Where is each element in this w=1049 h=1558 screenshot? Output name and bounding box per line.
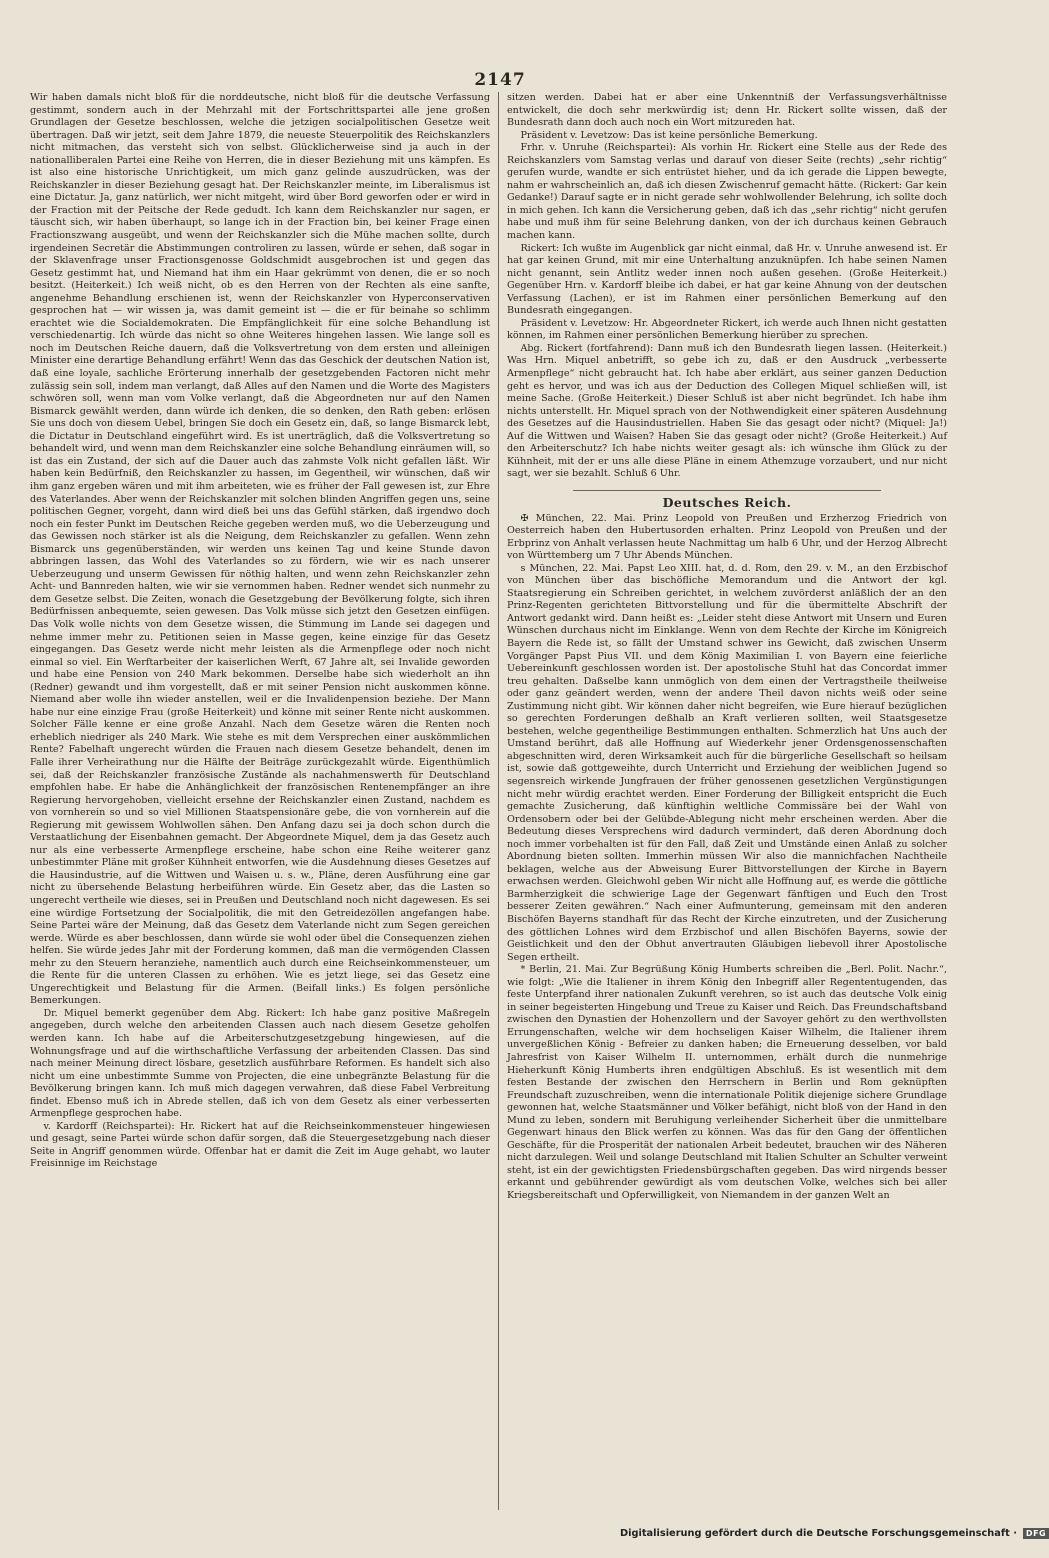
section-title: Deutsches Reich.	[662, 494, 792, 510]
dfg-logo: DFG	[1023, 1528, 1049, 1539]
page-number: 2147	[474, 70, 526, 90]
section-rule	[573, 490, 881, 491]
right-column	[507, 92, 947, 1510]
right-paragraph-2: Präsident v. Levetzow: Das ist keine persönliche Bemerkung.	[520, 129, 818, 141]
right-paragraph-5: Präsident v. Levetzow: Hr. Abgeordneter Rickert, ich werde auch Ihnen nicht gestatten können, im Rahmen einer persönlichen Bemerkung hierüber zu sprechen.	[507, 317, 947, 342]
right-paragraph-4: Rickert: Ich wußte im Augenblick gar nicht einmal, daß Hr. v. Unruhe anwesend ist. Er hat gar keinen Grund, mit mir eine Unterhaltung anzuknüpfen. Ich habe seinen Namen nicht genannt, sein Antlitz weder innen noch außen gesehen. (Große Heiterkeit.) Gegenüber Hrn. v. Kardorff bleibe ich dabei, er hat gar keine Ahnung von der deutschen Verfassung (Lachen), er ist im Rahmen einer persönlichen Bemerkung auf den Bundesrath eingegangen.	[507, 242, 947, 317]
left-paragraph-kardorff: v. Kardorff (Reichspartei): Hr. Rickert hat auf die Reichseinkommensteuer hingewiesen und gesagt, seine Partei würde schon dafür sorgen, daß die Steuergesetzgebung nach dieser Seite in Angriff genommen würde. Offenbar hat er damit die Zeit im Auge gehabt, wo lauter Freisinnige im Reichstage	[30, 1120, 490, 1170]
news-muenchen-1: ✠ München, 22. Mai. Prinz Leopold von Preußen und Erzherzog Friedrich von Oesterreich haben den Hubertusorden erhalten. Prinz Leopold von Preußen und der Erbprinz von Anhalt verlassen heute Nachmittag um halb 6 Uhr, und der Herzog Albrecht von Württemberg um 7 Uhr Abends München.	[507, 512, 947, 562]
news-muenchen-2: s München, 22. Mai. Papst Leo XIII. hat, d. d. Rom, den 29. v. M., an den Erzbischof von München über das bischöfliche Memorandum und die Antwort der kgl. Staatsregierung ein Schreiben gerichtet, in welchem zuvörderst anläßlich der an den Prinz-Regenten gerichteten Bittvorstellung und für die übermittelte Abschrift der Antwort gedankt wird. Dann heißt es: „Leider steht diese Antwort mit Unsern und Euren Wünschen durchaus nicht im Einklange. Wenn von dem Rechte der Kirche im Königreich Bayern die Rede ist, so fällt der Umstand schwer ins Gewicht, daß zwischen Unserm Vorgänger Papst Pius VII. und dem König Maximilian I. von Bayern eine feierliche Uebereinkunft geschlossen worden ist. Der apostolische Stuhl hat das Concordat immer treu gehalten. Daßselbe kann unmöglich von dem einen der Vertragstheile theilweise oder ganz geändert werden, wenn der andere Theil davon nichts weiß oder seine Zustimmung nicht gibt. Wir können daher nicht begreifen, wie Eure hierauf bezüglichen so gerechten Forderungen deßhalb an Kraft verlieren sollten, weil Staatsgesetze bestehen, welche gegentheilige Bestimmungen enthalten. Schmerzlich hat Uns auch der Umstand berührt, daß alle Hoffnung auf Wiederkehr jener Ordensgenossenschaften abgeschnitten wird, deren Wirksamkeit auch für die bürgerliche Gesellschaft so heilsam ist, sowie daß gottgeweihte, durch Unterricht und Erziehung der weiblichen Jugend so segensreich wirkende Jungfrauen der früher genossenen gesetzlichen Vergünstigungen nicht mehr würdig erachtet werden. Einer Forderung der Billigkeit entspricht die Euch gemachte Zusicherung, daß künftighin weltliche Commissäre bei der Wahl von Ordensobern oder bei der Gelübde-Ablegung nicht mehr erscheinen werden. Aber die Bedeutung dieses Versprechens wird dadurch vermindert, daß deren Abordnung doch noch immer vorbehalten ist für den Fall, daß Zeit und Umstände einen Anlaß zu solcher Abordnung bieten sollten. Immerhin müssen Wir also die mannichfachen Nachtheile beklagen, welche aus der Abweisung Eurer Bittvorstellungen der Kirche in Bayern erwachsen werden. Gleichwohl geben Wir nicht alle Hoffnung auf, es werde die göttliche Barmherzigkeit die schwierige Lage der Gegenwart fänftigen und Euch den Trost besserer Zeiten gewähren.“ Nach einer Aufmunterung, gemeinsam mit den anderen Bischöfen Bayerns standhaft für das Recht der Kirche einzutreten, und der Zusicherung des göttlichen Lohnes wird dem Erzbischof und allen Bischöfen Bayerns, sowie der Geistlichkeit und den der Obhut anvertrauten Gläubigen liebevoll ihrer Apostolische Segen ertheilt.	[507, 562, 947, 963]
right-paragraph-1: sitzen werden. Dabei hat er aber eine Unkenntniß der Verfassungsverhältnisse entwickelt, die doch sehr merkwürdig ist; denn Hr. Rickert sollte wissen, daß der Bundesrath dann doch auch noch ein Wort mitzureden hat.	[507, 92, 947, 129]
footer-text: Digitalisierung gefördert durch die Deutsche Forschungsgemeinschaft ·	[620, 1528, 1017, 1539]
right-paragraph-3: Frhr. v. Unruhe (Reichspartei): Als vorhin Hr. Rickert eine Stelle aus der Rede des Reichskanzlers vom Samstag verlas und darauf von dieser Seite (rechts) „sehr richtig“ gerufen wurde, wandte er sich entrüstet hieher, und da ich gerade die Lippen bewegte, nahm er wahrscheinlich an, daß ich diesen Zwischenruf gemacht hätte. (Rickert: Gar kein Gedanke!) Darauf sagte er in nicht gerade sehr wohlwollender Belehrung, ich sollte doch in mich gehen. Ich kann die Versicherung geben, daß ich das „sehr richtig“ nicht gerufen habe und muß ihm für seine Belehrung danken, von der ich durchaus keinen Gebrauch machen kann.	[507, 142, 947, 242]
column-divider	[498, 92, 499, 1510]
news-berlin: * Berlin, 21. Mai. Zur Begrüßung König Humberts schreiben die „Berl. Polit. Nachr.“, wie folgt: „Wie die Italiener in ihrem König den Inbegriff aller Regententugenden, das feste Unterpfand ihrer nationalen Zukunft verehren, so ist auch das deutsche Volk einig in seiner begeisterten Hingebung und Treue zu Kaiser und Reich. Das Freundschaftsband zwischen den Dynastien der Hohenzollern und der Savoyer gehört zu den werthvollsten Errungenschaften, welche wir dem hochseligen Kaiser Wilhelm, die Italiener ihrem unvergeßlichen König - Befreier zu danken haben; die Erneuerung desselben, vor bald Jahresfrist von Kaiser Wilhelm II. unternommen, erhält durch die nunmehrige Hieherkunft König Humberts ihren endgültigen Abschluß. Es ist wesentlich mit dem festen Bestande der zwischen den Herrschern in Berlin und Rom geknüpften Freundschaft zuzuschreiben, wenn die internationale Politik diejenige sichere Grundlage gewonnen hat, welche Staatsmänner und Völker befähigt, nicht bloß von der Hand in den Mund zu leben, sondern mit Beruhigung verleihender Sicherheit über die unmittelbare Gegenwart hinaus den Blick werfen zu können. Was das für den Gang der öffentlichen Geschäfte, für die Prosperität der nationalen Arbeit bedeutet, brauchen wir des Näheren nicht darzulegen. Weil und solange Deutschland mit Italien Schulter an Schulter verweint steht, ist ein der gewichtigsten Friedensbürgschaften gegeben. Das wird nirgends besser erkannt und gebührender gewürdigt als vom deutschen Volke, welches sich bei aller Kriegsbereitschaft und Opferwilligkeit, von Niemandem in der ganzen Welt an	[507, 964, 947, 1202]
left-paragraph-rickert-speech: Wir haben damals nicht bloß für die norddeutsche, nicht bloß für die deutsche Verfassung gestimmt, sondern auch in der Mehrzahl mit der Fortschrittspartei alle jene großen Grundlagen der Gesetze beschlossen, welche die jetzigen socialpolitischen Gesetze weit übertragen. Daß wir jetzt, seit dem Jahre 1879, die neueste Steuerpolitik des Reichskanzlers nicht mitmachen, das versteht sich von selbst. Glücklicherweise sind ja auch in der nationalliberalen Partei eine Reihe von Herren, die in dieser Beziehung mit uns kämpfen. Es ist also eine historische Unrichtigkeit, um mich ganz gelinde auszudrücken, was der Reichskanzler in dieser Beziehung gesagt hat. Der Reichskanzler meinte, im Liberalismus ist eine Dictatur. Ja, ganz natürlich, wer nicht mitgeht, wird über Bord geworfen oder er wird in der Fraction mit der Peitsche der Rede gedudt. Ich kann dem Reichskanzler nur sagen, er täuscht sich, wir haben überhaupt, so lange ich in der Fraction bin, bei keiner Frage einen Fractionszwang ausgeübt, und wenn der Reichskanzler sich die Mühe machen sollte, durch irgendeinen Secretär die Abstimmungen controliren zu lassen, würde er sehen, daß sogar in der Sklavenfrage unser Fractionsgenosse Goldschmidt ausgebrochen ist und gegen das Gesetz gestimmt hat, und Niemand hat ihm ein Haar gekrümmt von denen, die er so noch besitzt. (Heiterkeit.) Ich weiß nicht, ob es den Herren von der Rechten als eine sanfte, angenehme Behandlung erschienen ist, wenn der Reichskanzler von Hyperconservativen gesprochen hat — wir wissen ja, was damit gemeint ist — die er für beinahe so schlimm erachtet wie die Socialdemokraten. Die Empfänglichkeit für eine solche Behandlung ist verschiedenartig. Ich würde das nicht so ohne Weiteres hingehen lassen. Wie lange soll es noch im Deutschen Reiche dauern, daß die Volksvertretung von dem ersten und alleinigen Minister eine derartige Behandlung erfährt! Wenn das das Geschick der deutschen Nation ist, daß eine loyale, sachliche Erörterung innerhalb der gesetzgebenden Factoren nicht mehr zulässig sein soll, indem man verlangt, daß Alles auf den Namen und die Worte des Magisters schwören soll, wenn man vom Volke verlangt, daß die Abgeordneten nur auf den Namen Bismarck gewählt werden, dann würde ich denken, die so denken, den Rath geben: erlösen Sie uns doch von diesem Uebel, bringen Sie doch ein Gesetz ein, daß, so lange Bismarck lebt, die Dictatur in Deutschland eingeführt wird. Es ist unerträglich, daß die Volksvertretung so behandelt wird, und wenn man dem Reichskanzler eine solche Behandlung einräumen will, so ist das ein Zustand, der sich auf die Dauer auch das zahmste Volk nicht gefallen läßt. Wir haben kein Bedürfniß, den Reichskanzler zu hassen, im Gegentheil, wir wünschen, daß wir ihm ganz ergeben wären und mit ihm arbeiteten, wie es früher der Fall gewesen ist, zur Ehre des Vaterlandes. Aber wenn der Reichskanzler mit solchen blinden Angriffen gegen uns, seine politischen Gegner, vorgeht, dann wird dieß bei uns das Gefühl stärken, daß irgendwo doch noch ein fester Punkt im Deutschen Reiche gegeben werden muß, wo die Ueberzeugung und das Gewissen noch stärker ist als die Neigung, dem Reichskanzler zu gefallen. Wenn zehn Bismarck uns gegenüberständen, wir werden uns keinen Tag und keine Stunde davon abbringen lassen, das Wohl des Vaterlandes so zu fördern, wie wir es nach unserer Ueberzeugung und unserm Gewissen für nöthig halten, und wenn zehn Reichskanzler zehn Acht- und Bannreden halten, wie wir sie vernommen haben. Redner wendet sich nunmehr zu dem Gesetze selbst. Die Zeiten, wonach die Gesetzgebung der Bevölkerung folgte, sich ihren Bedürfnissen anbequemte, seien gewesen. Das Volk müsse sich jetzt den Gesetzen einfügen. Das Volk wolle nichts von dem Gesetze wissen, die Stimmung im Lande sei dagegen und nehme immer mehr zu. Petitionen seien in Masse gegen, keine einzige für das Gesetz eingegangen. Das Gesetz werde nicht mehr leisten als die Armenpflege oder noch nicht einmal so viel. Ein Werftarbeiter der kaiserlichen Werft, 67 Jahre alt, sei Invalide geworden und habe eine Pension von 240 Mark bekommen. Derselbe habe sich wiederholt an ihn (Redner) gewandt und ihm vorgestellt, daß er mit seiner Pension nicht auskommen könne. Niemand aber wolle ihn wieder anstellen, weil er die Invalidenpension beziehe. Der Mann habe nur eine einzige Frau (große Heiterkeit) und könne mit seiner Rente nicht auskommen. Solcher Fälle kenne er eine große Anzahl. Nach dem Gesetze wären die Renten noch erheblich niedriger als 240 Mark. Wie stehe es mit dem Versprechen einer auskömmlichen Rente? Fabelhaft ungerecht würden die Frauen nach diesem Gesetze behandelt, denen im Falle ihrer Verheirathung nur die Hälfte der Beiträge zurückgezahlt würde. Eigenthümlich sei, daß der Reichskanzler französische Zustände als nachahmenswerth für Deutschland empfohlen habe. Er habe die Anhänglichkeit der französischen Rentenempfänger an ihre Regierung hervorgehoben, vielleicht ersehne der Reichskanzler einen Zustand, nachdem es von vornherein so und so viel Millionen Staatspensionäre gebe, die von vornherein auf die Regierung mit gewissem Wohlwollen sähen. Den Anfang dazu sei ja doch schon durch die Verstaatlichung der Eisenbahnen gemacht. Der Abgeordnete Miquel, dem ja das Gesetz auch nur als eine verbesserte Armenpflege erscheine, habe schon eine Reihe weiterer ganz unbestimmter Pläne mit großer Kühnheit entworfen, wie die Ausdehnung dieses Gesetzes auf die Hausindustrie, auf die Wittwen und Waisen u. s. w., Pläne, deren Ausführung eine gar nicht zu übersehende Belastung herbeiführen würde. Ein Gesetz aber, das die Lasten so ungerecht vertheile wie dieses, sei in Preußen und Deutschland noch nicht dagewesen. Es sei eine würdige Fortsetzung der Socialpolitik, die mit den Getreidezöllen angefangen habe. Seine Partei wäre der Meinung, daß das Gesetz dem Vaterlande nicht zum Segen gereichen werde. Würde es aber beschlossen, dann würde sie wohl oder übel die Consequenzen ziehen helfen. Sie würde jedes Jahr mit der Forderung kommen, daß man die vermögenden Classen mehr zu den Steuern heranziehe, namentlich auch durch eine Reichseinkommensteuer, um die Rente für die unteren Classen zu erhöhen. Wie es jetzt liege, sei das Gesetz eine Ungerechtigkeit und Belastung für die Armen. (Beifall links.) Es folgen persönliche Bemerkungen.	[30, 92, 490, 1007]
left-paragraph-miquel: Dr. Miquel bemerkt gegenüber dem Abg. Rickert: Ich habe ganz positive Maßregeln angegeben, durch welche den arbeitenden Classen auch nach diesem Gesetze geholfen werden kann. Ich habe auf die Arbeiterschutzgesetzgebung hingewiesen, auf die Wohnungsfrage und auf die wirthschaftliche Verfassung der arbeitenden Classen. Das sind nach meiner Meinung direct lösbare, gesetzlich ausführbare Reformen. Es handelt sich also nicht um eine unbestimmte Summe von Projecten, die eine unbegränzte Belastung für die Bevölkerung bringen kann. Ich muß mich dagegen verwahren, daß diese Fabel Verbreitung findet. Ebenso muß ich in Abrede stellen, daß ich von dem Gesetz als einer verbesserten Armenpflege gesprochen habe.	[30, 1007, 490, 1120]
digitization-footer	[620, 1528, 1047, 1539]
right-paragraph-6: Abg. Rickert (fortfahrend): Dann muß ich den Bundesrath liegen lassen. (Heiterkeit.) Was Hrn. Miquel anbetrifft, so gebe ich zu, daß er den Ausdruck „verbesserte Armenpflege“ nicht gebraucht hat. Ich habe aber erklärt, aus seiner ganzen Deduction geht es hervor, und was ich aus der Deduction des Collegen Miquel schließen will, ist meine Sache. (Große Heiterkeit.) Dieser Schluß ist aber nicht begründet. Ich habe ihm nichts unterstellt. Hr. Miquel sprach von der Nothwendigkeit einer späteren Ausdehnung des Gesetzes auf die Hausindustriellen. Haben Sie das gesagt oder nicht? (Miquel: Ja!) Auf die Wittwen und Waisen? Haben Sie das gesagt oder nicht? (Große Heiterkeit.) Auf den Arbeiterschutz? Ich habe nichts weiter gesagt als: ich wünsche ihm Glück zu der Kühnheit, mit der er uns alle diese Pläne in einem Athemzuge vorzaubert, und nur nicht sagt, wer sie bezahlt. Schluß 6 Uhr.	[507, 342, 947, 480]
left-column	[30, 92, 490, 1510]
